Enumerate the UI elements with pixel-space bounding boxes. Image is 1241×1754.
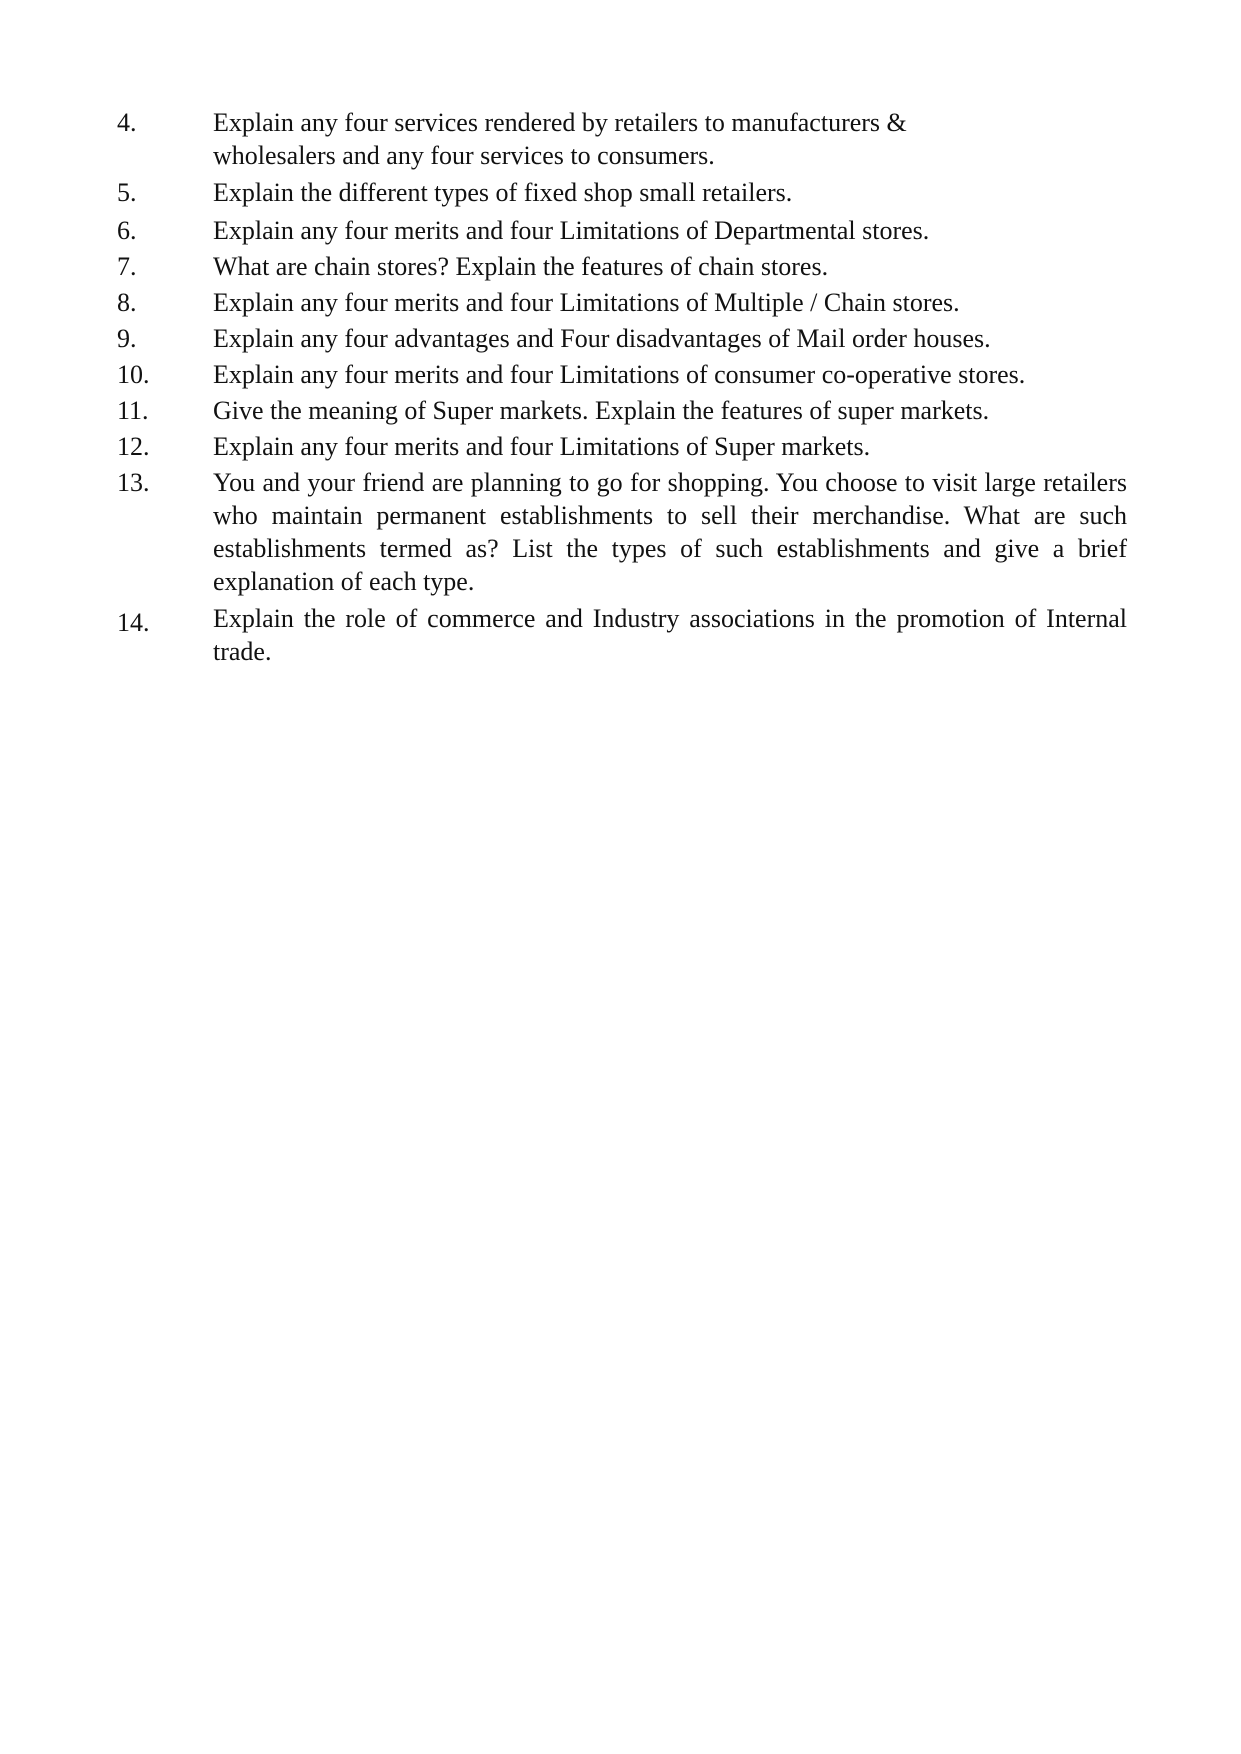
question-text: Explain the role of commerce and Industry associations in the promotion of Internal trade. [213,604,1127,666]
question-item [117,250,1127,284]
question-text: You and your friend are planning to go for shopping. You choose to visit large retailers who maintain permanent establishments to sell their merchandise. What are such establishments termed as? List the types of such establishments and give a brief explanation of each type. [213,468,1127,596]
question-number: 8. [117,288,137,317]
question-number: 6. [117,216,137,245]
question-number: 12. [117,432,150,461]
question-text: Explain any four merits and four Limitations of Departmental stores. [213,216,930,245]
question-item [117,430,1127,464]
question-number: 5. [117,178,137,207]
question-number: 13. [117,468,150,497]
question-number: 10. [117,360,150,389]
question-number: 7. [117,252,137,281]
question-item [117,176,1127,210]
question-item [117,214,1127,248]
question-number: 9. [117,324,137,353]
question-item [117,358,1127,392]
question-item [117,394,1127,428]
question-list [117,106,1127,672]
question-text: Explain any four merits and four Limitations of Multiple / Chain stores. [213,288,960,317]
question-item [117,602,1127,668]
question-text: Explain the different types of fixed shop small retailers. [213,178,793,207]
question-text: Explain any four merits and four Limitations of Super markets. [213,432,871,461]
question-text: Give the meaning of Super markets. Explain the features of super markets. [213,396,990,425]
question-text: Explain any four services rendered by retailers to manufacturers & wholesalers and any four services to consumers. [213,108,907,170]
question-item [117,106,1127,172]
question-item [117,322,1127,356]
question-number: 4. [117,108,137,137]
question-text: What are chain stores? Explain the features of chain stores. [213,252,829,281]
question-text: Explain any four advantages and Four disadvantages of Mail order houses. [213,324,991,353]
question-number: 14. [117,608,150,637]
question-text: Explain any four merits and four Limitations of consumer co-operative stores. [213,360,1026,389]
question-number: 11. [117,396,149,425]
question-item [117,466,1127,598]
question-item [117,286,1127,320]
